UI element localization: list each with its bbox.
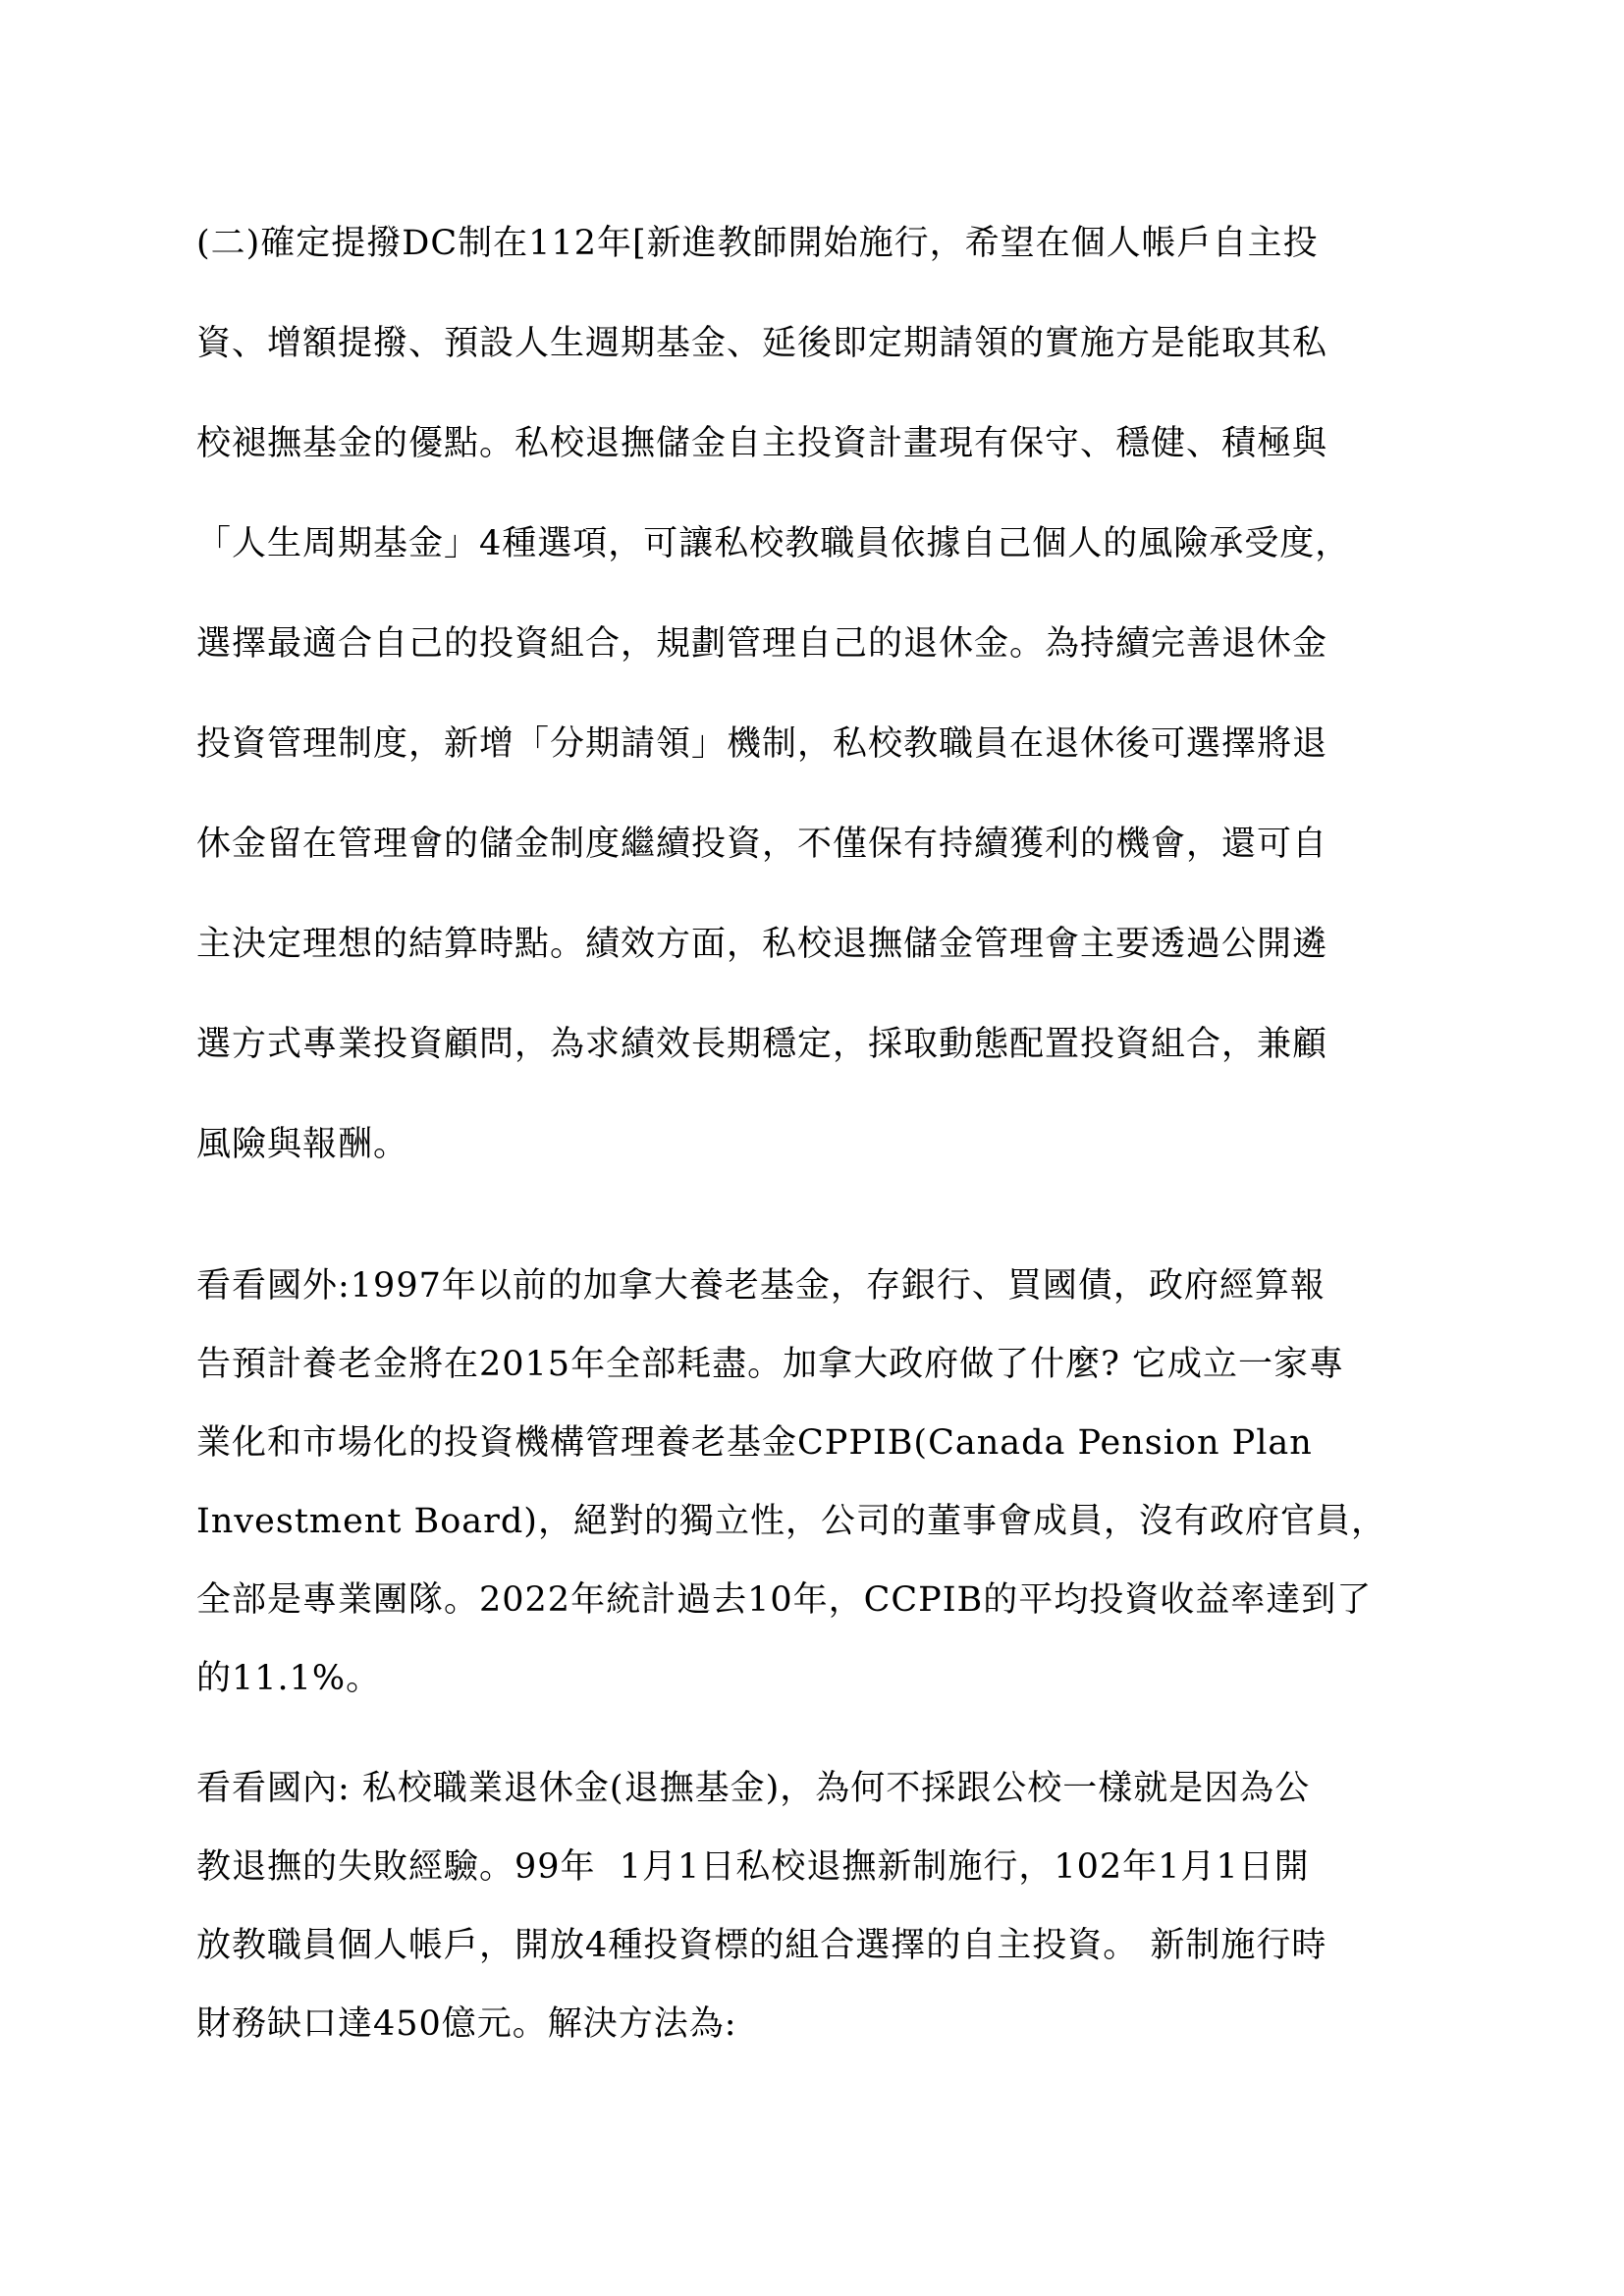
text-line: 投資管理制度，新增「分期請領」機制，私校教職員在退休後可選擇將退 [196, 724, 1328, 764]
text-line: 校褪撫基金的優點。私校退撫儲金自主投資計畫現有保守、穩健、積極與 [196, 424, 1328, 463]
text-line: 休金留在管理會的儲金制度繼續投資，不僅保有持續獲利的機會，還可自 [196, 825, 1328, 864]
text-line: 告預計養老金將在2015年全部耗盡。加拿大政府做了什麼? 它成立一家專 [196, 1345, 1344, 1384]
text-line: 看看國內: 私校職業退休金(退撫基金)，為何不採跟公校一樣就是因為公 [196, 1769, 1311, 1808]
text-line: 看看國外:1997年以前的加拿大養老基金，存銀行、買國債，政府經算報 [196, 1266, 1326, 1306]
text-line: 財務缺口達450億元。解決方法為: [196, 2004, 737, 2044]
text-line: Investment Board)，絕對的獨立性，公司的董事會成員，沒有政府官員， [196, 1502, 1386, 1541]
text-line: (二)確定提撥DC制在112年[新進教師開始施行，希望在個人帳戶自主投 [196, 224, 1319, 263]
text-line: 業化和市場化的投資機構管理養老基金CPPIB(Canada Pension Plan [196, 1423, 1313, 1463]
text-line: 全部是專業團隊。2022年統計過去10年，CCPIB的平均投資收益率達到了 [196, 1580, 1373, 1620]
text-line: 主決定理想的結算時點。績效方面，私校退撫儲金管理會主要透過公開遴 [196, 925, 1328, 964]
text-line: 資、增額提撥、預設人生週期基金、延後即定期請領的實施方是能取其私 [196, 324, 1328, 363]
text-line: 選方式專業投資顧問，為求績效長期穩定，採取動態配置投資組合，兼顧 [196, 1025, 1328, 1064]
text-line: 選擇最適合自己的投資組合，規劃管理自己的退休金。為持續完善退休金 [196, 624, 1328, 664]
text-line: 風險與報酬。 [196, 1125, 409, 1164]
text-line: 教退撫的失敗經驗。99年 1月1日私校退撫新制施行，102年1月1日開 [196, 1847, 1310, 1887]
text-line: 放教職員個人帳戶，開放4種投資標的組合選擇的自主投資。 新制施行時 [196, 1926, 1327, 1965]
text-line: 「人生周期基金」4種選項，可讓私校教職員依據自己個人的風險承受度， [196, 524, 1351, 563]
text-line: 的11.1%。 [196, 1659, 382, 1698]
